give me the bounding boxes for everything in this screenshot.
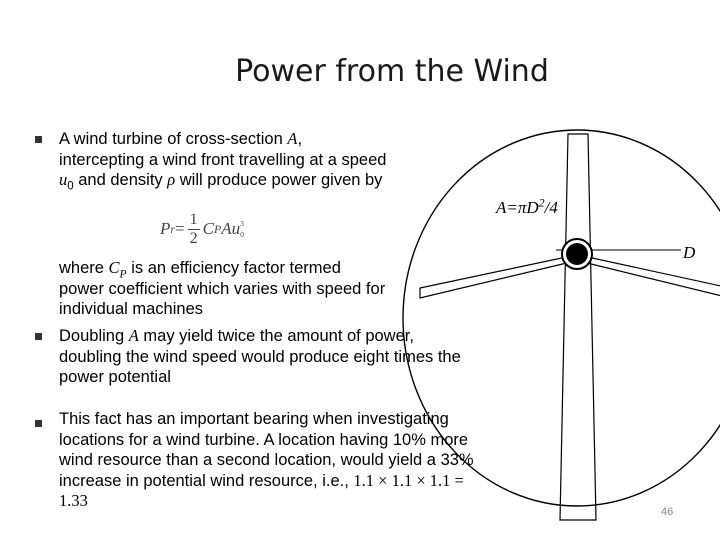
formula-fraction: $\frac{1}{2}$ [189,210,198,247]
where-line-2: power coefficient which varies with speed for [59,279,386,298]
turbine-tower [560,134,596,520]
bullet-3-line-2: locations for a wind turbine. A location having 10% more [59,430,469,449]
bullet-3-text [59,409,474,512]
bullet-marker-3 [35,420,42,427]
bullet-2-line-3: power potential [59,368,171,386]
bullet-1-line-1: A wind turbine of cross-section A, [59,129,303,148]
power-formula: P r = $\frac{1}{2}$ C P Au 3 0 [160,210,244,247]
bullet-2-line-1: Doubling A may yield twice the amount of power, [59,326,414,345]
bullet-1-text [59,129,386,191]
bullet-2-line-2: doubling the wind speed would produce eight times the [59,347,461,366]
where-line-1: where $C_P$ is an efficiency factor termed [59,258,341,281]
where-text [59,258,385,320]
bullet-3-line-5: 1.33 [59,491,88,510]
where-line-3: individual machines [59,300,203,318]
bullet-2-text [59,326,461,388]
bullet-1-line-3: $u_0$ and density ρ will produce power given by [59,170,383,193]
turbine-blade-left [420,256,571,298]
bullet-marker-2 [35,333,42,340]
bullet-3-line-1: This fact has an important bearing when investigating [59,410,449,428]
page-number: 46 [661,506,674,518]
bullet-marker-1 [35,136,42,143]
diameter-label: D [683,243,696,262]
slide-title: Power from the Wind [235,54,549,89]
bullet-3-line-4: increase in potential wind resource, i.e., 1.1 × 1.1 × 1.1 = [59,470,464,490]
area-formula-label: $A=\pi D^2/4$ [496,195,558,217]
turbine-blade-right [583,256,720,298]
bullet-3-line-3: wind resource than a second location, would yield a 33% [59,451,474,469]
turbine-hub-inner [566,243,588,265]
bullet-1-line-2: intercepting a wind front travelling at a speed [59,150,387,169]
